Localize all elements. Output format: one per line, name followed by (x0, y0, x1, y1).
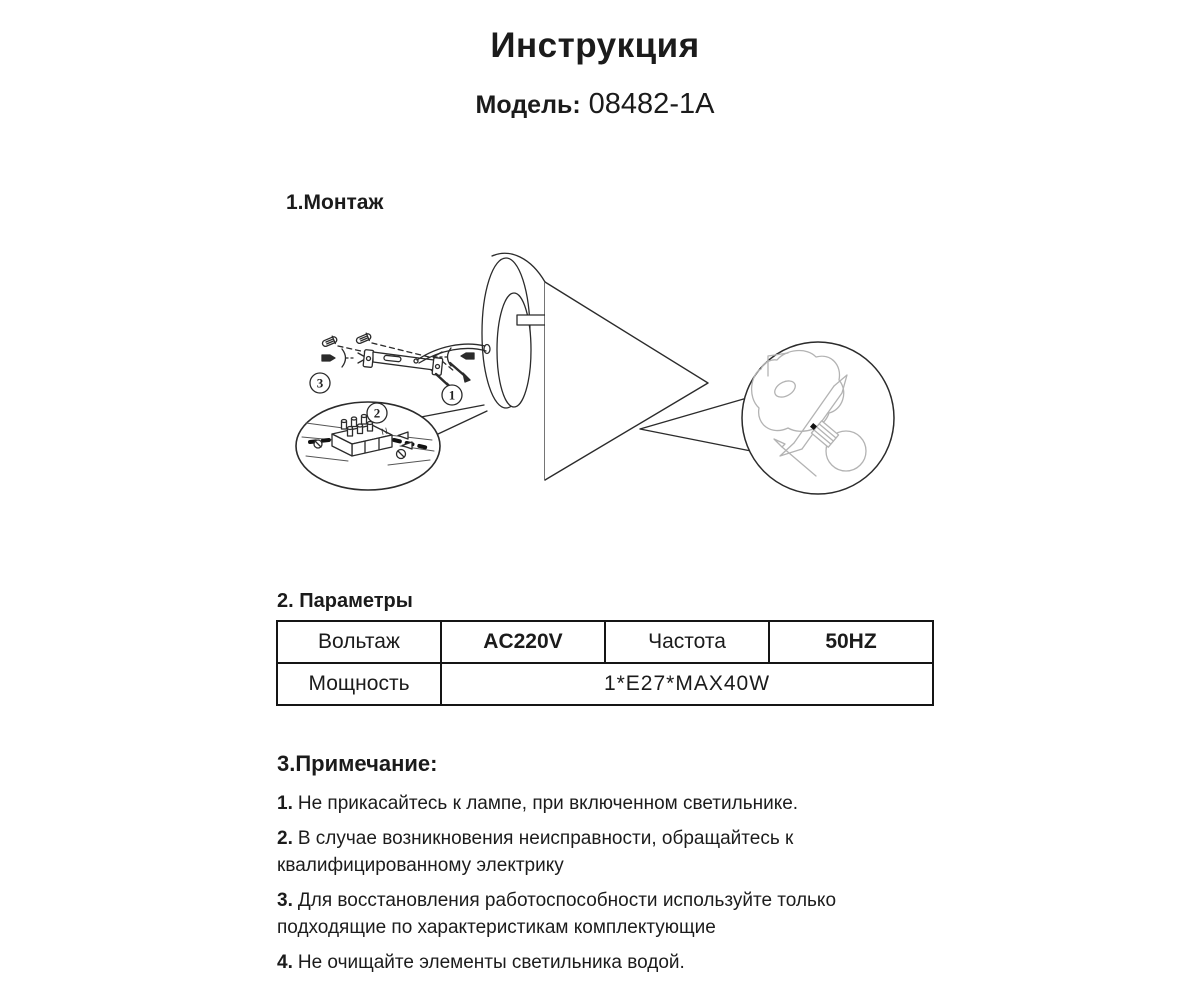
parameters-table (276, 620, 934, 706)
section-heading-montage: 1.Монтаж (286, 191, 384, 214)
note-text: Не очищайте элементы светильника водой. (297, 952, 685, 973)
note-text: В случае возникновения неисправности, обращайтесь к квалифицированному электрику (277, 828, 794, 876)
callout-1 (442, 385, 462, 405)
note-number: 4. (277, 952, 293, 973)
note-number: 3. (277, 890, 293, 911)
model-line (0, 88, 1190, 121)
voltage-value-cell: AC220V (441, 621, 605, 663)
screw-washer-left (322, 349, 367, 367)
montage-diagram (288, 243, 908, 508)
terminal-inset (296, 402, 487, 490)
table-row (277, 621, 933, 663)
callout-3 (310, 373, 330, 393)
frequency-label-cell: Частота (605, 621, 769, 663)
callout-2 (367, 403, 387, 423)
model-value: 08482-1A (588, 88, 715, 120)
svg-text:2: 2 (373, 405, 381, 421)
note-number: 2. (277, 828, 293, 849)
note-item (277, 825, 949, 879)
note-text: Не прикасайтесь к лампе, при включенном светильнике. (297, 793, 799, 814)
note-number: 1. (277, 793, 293, 814)
table-row (277, 663, 933, 705)
cone-shade (545, 282, 708, 480)
voltage-label-cell: Вольтаж (277, 621, 441, 663)
wall-anchor-icon (321, 332, 372, 348)
svg-text:1: 1 (448, 387, 456, 403)
svg-text:3: 3 (316, 375, 324, 391)
note-item (277, 790, 949, 817)
section-heading-parameters: 2. Параметры (277, 590, 413, 612)
page-title: Инструкция (490, 26, 700, 65)
section-heading-notes: 3.Примечание: (277, 751, 438, 776)
note-text: Для восстановления работоспособности используйте только подходящие по характеристикам комплектующие (277, 890, 837, 938)
frequency-value-cell: 50HZ (769, 621, 933, 663)
notes-list (277, 790, 949, 984)
canopy (482, 253, 545, 480)
power-value-cell: 1*E27*MAX40W (441, 663, 933, 705)
model-label: Модель: (475, 91, 581, 119)
note-item (277, 949, 949, 976)
power-label-cell: Мощность (277, 663, 441, 705)
note-item (277, 887, 949, 941)
terminal-n-label: N (380, 425, 389, 437)
mounting-bracket (363, 350, 443, 376)
